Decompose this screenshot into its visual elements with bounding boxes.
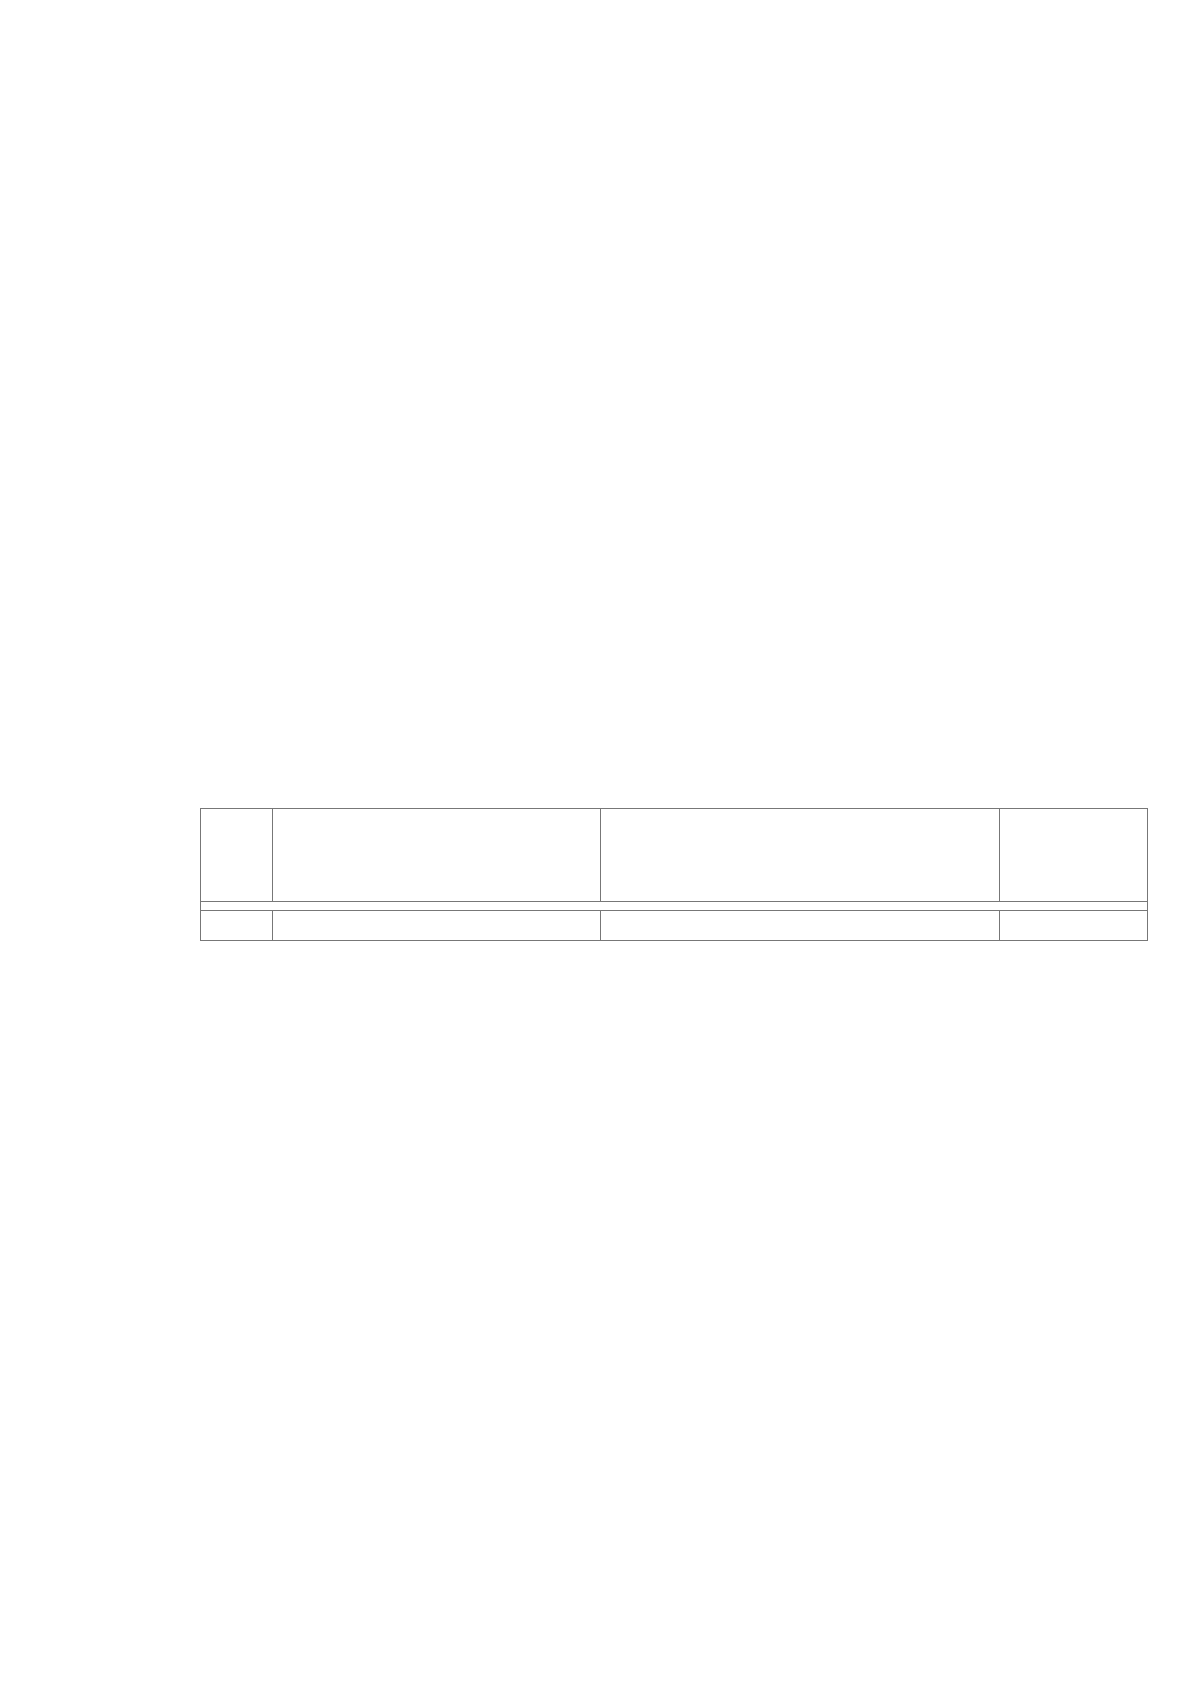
criteria-table-header — [200, 808, 1148, 941]
header-source — [600, 809, 1000, 902]
criteria-heading — [100, 535, 1200, 543]
header-score — [1000, 809, 1148, 902]
header-criterion — [272, 809, 600, 902]
column-number — [600, 911, 1000, 941]
header-num — [201, 809, 273, 902]
column-number — [1000, 911, 1148, 941]
column-number — [201, 911, 273, 941]
column-number — [272, 911, 600, 941]
